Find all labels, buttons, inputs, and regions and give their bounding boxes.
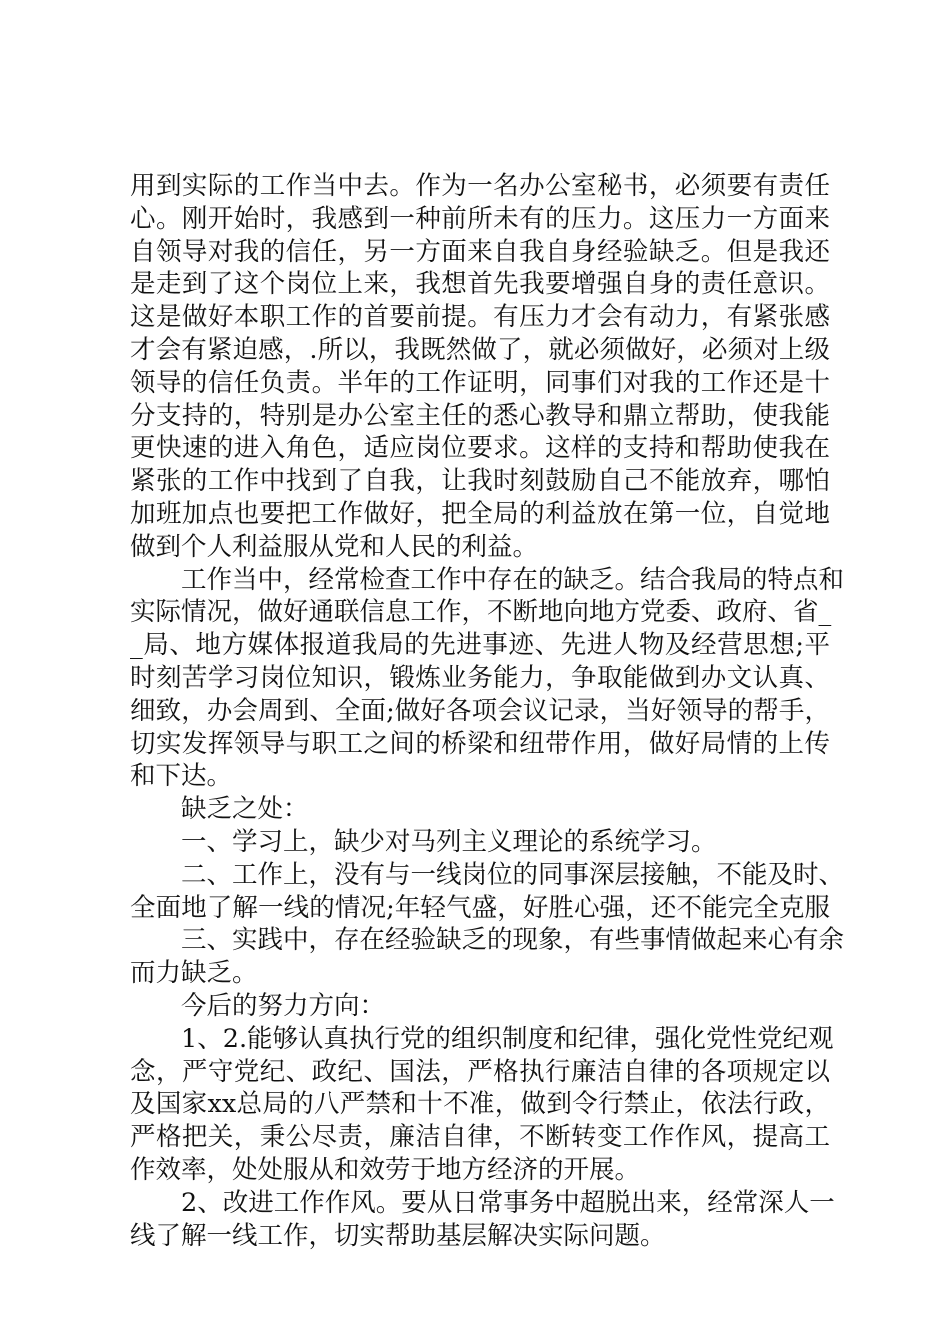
text-line: 心。刚开始时，我感到一种前所未有的压力。这压力一方面来 (130, 203, 830, 234)
text-line: 一、学习上，缺少对马列主义理论的系统学习。 (181, 826, 717, 857)
text-line: 而力缺乏。 (130, 958, 258, 989)
text-line: 分支持的，特别是办公室主任的悉心教导和鼎立帮助，使我能 (130, 400, 830, 431)
text-line: 紧张的工作中找到了自我，让我时刻鼓励自己不能放弃，哪怕 (130, 466, 830, 497)
text-line: 和下达。 (130, 761, 233, 792)
text-line: 自领导对我的信任，另一方面来自我自身经验缺乏。但是我还 (130, 236, 830, 267)
text-line: 作效率，处处服从和效劳于地方经济的开展。 (130, 1154, 641, 1185)
text-line: 及国家xx总局的八严禁和十不准，做到令行禁止，依法行政， (130, 1089, 830, 1120)
text-line: 念，严守党纪、政纪、国法，严格执行廉洁自律的各项规定以 (130, 1056, 830, 1087)
text-line: 是走到了这个岗位上来，我想首先我要增强自身的责任意识。 (130, 269, 830, 300)
text-line: 用到实际的工作当中去。作为一名办公室秘书，必须要有责任 (130, 171, 830, 201)
document-body (130, 170, 845, 1252)
text-line: 才会有紧迫感，.所以，我既然做了，就必须做好，必须对上级 (130, 334, 830, 365)
text-line: 2、改进工作作风。要从日常事务中超脱出来，经常深人一 (181, 1187, 835, 1218)
text-line: 严格把关，秉公尽责，廉洁自律，不断转变工作作风，提高工 (130, 1122, 830, 1153)
text-line: 实际情况，做好通联信息工作，不断地向地方党委、政府、省_ (130, 597, 832, 628)
text-line: 加班加点也要把工作做好，把全局的利益放在第一位，自觉地 (130, 498, 830, 529)
text-line: 全面地了解一线的情况;年轻气盛，好胜心强，还不能完全克服 (130, 892, 830, 923)
text-line: 时刻苦学习岗位知识，锻炼业务能力，争取能做到办文认真、 (130, 662, 830, 693)
text-line: 1、2.能够认真执行党的组织制度和纪律，强化党性党纪观 (181, 1023, 834, 1054)
text-line: 做到个人利益服从党和人民的利益。 (130, 531, 539, 562)
text-line: 这是做好本职工作的首要前提。有压力才会有动力，有紧张感 (130, 302, 830, 333)
text-line: 三、实践中，存在经验缺乏的现象，有些事情做起来心有余 (181, 925, 845, 956)
text-line: 切实发挥领导与职工之间的桥梁和纽带作用，做好局情的上传 (130, 728, 830, 759)
text-line: 二、工作上，没有与一线岗位的同事深层接触，不能及时、 (181, 859, 845, 890)
text-line: 更快速的进入角色，适应岗位要求。这样的支持和帮助使我在 (130, 433, 830, 464)
text-line: 领导的信任负责。半年的工作证明，同事们对我的工作还是十 (130, 367, 830, 398)
text-line: 工作当中，经常检查工作中存在的缺乏。结合我局的特点和 (181, 564, 845, 595)
text-line: 今后的努力方向： (181, 990, 386, 1021)
text-line: 细致，办会周到、全面;做好各项会议记录，当好领导的帮手， (130, 695, 830, 726)
text-line: 缺乏之处： (181, 794, 309, 825)
text-line: 线了解一线工作，切实帮助基层解决实际问题。 (130, 1220, 666, 1251)
text-line: _局、地方媒体报道我局的先进事迹、先进人物及经营思想;平 (130, 630, 830, 661)
